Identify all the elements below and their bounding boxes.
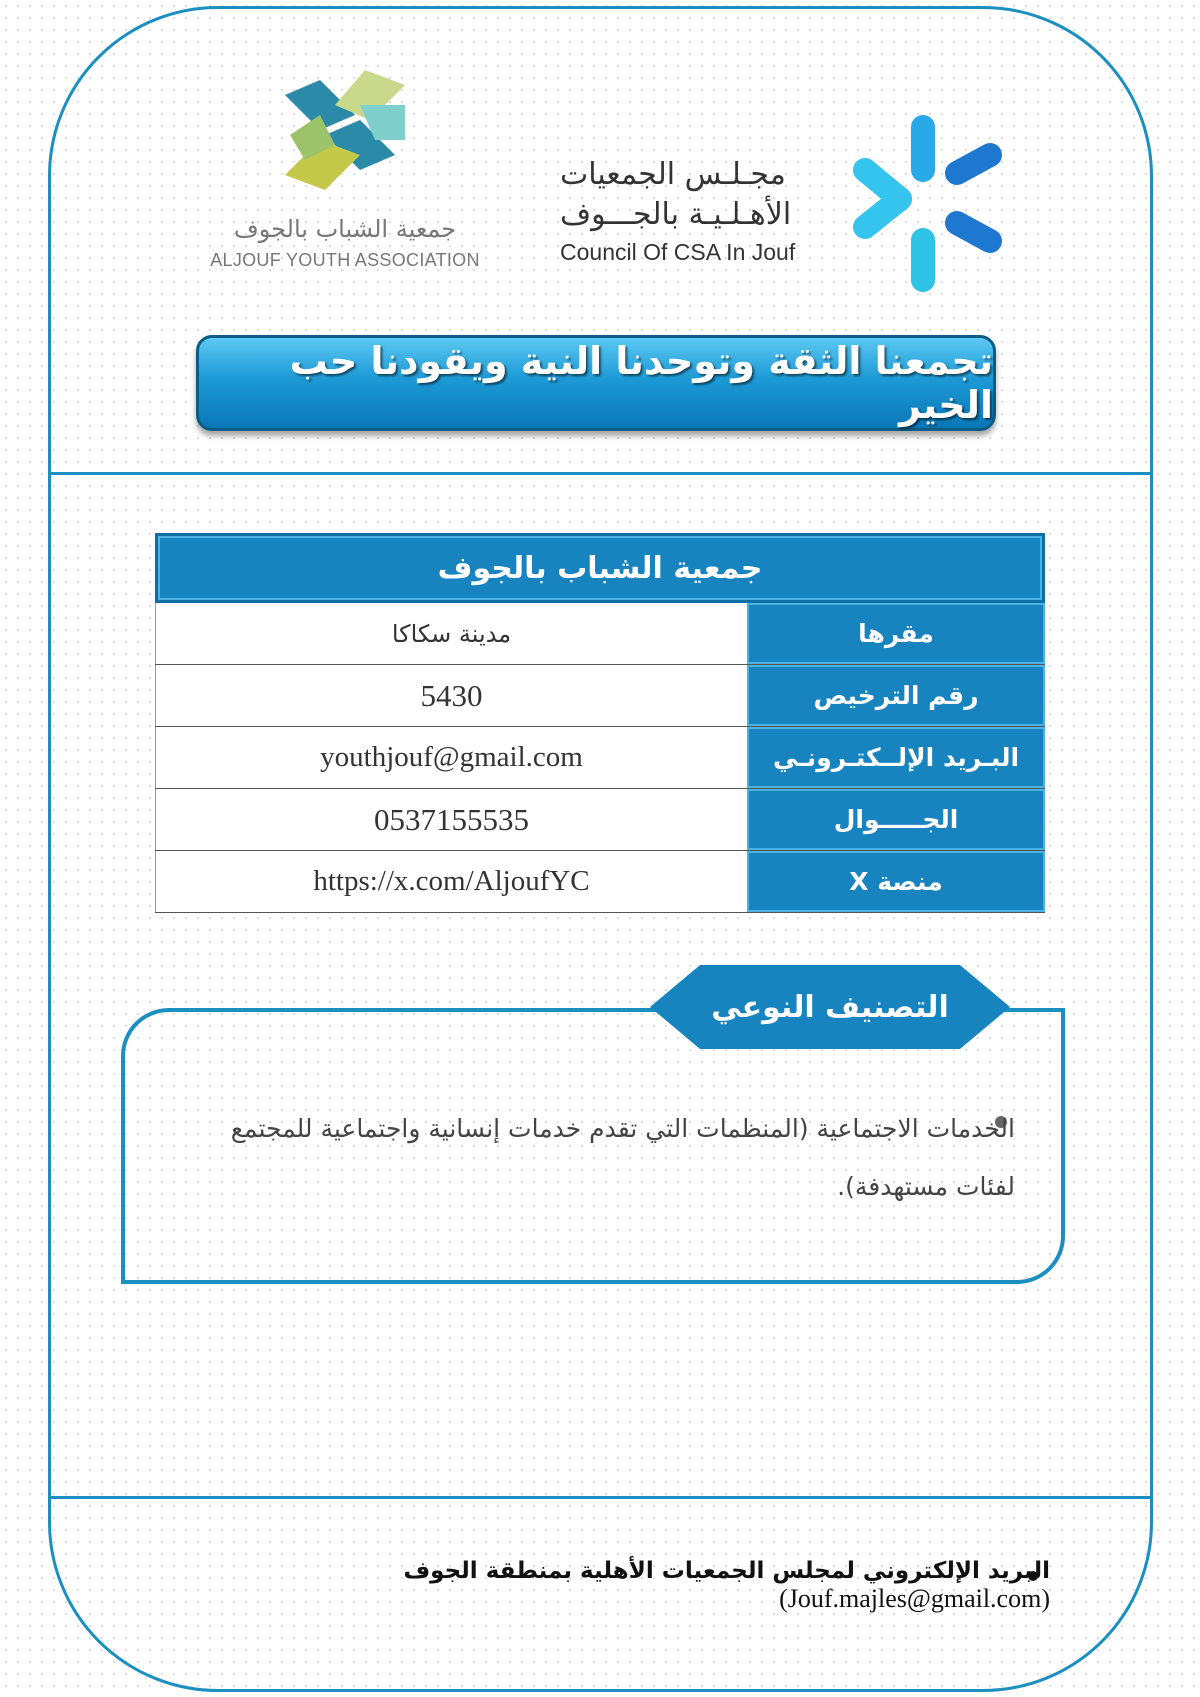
footer-divider [48,1496,1153,1499]
footer-contact [190,1558,1050,1614]
header-divider [48,472,1153,475]
email-value[interactable]: youthjouf@gmail.com [155,727,747,788]
headquarters-label: مقرها [747,603,1045,664]
table-row [155,789,1045,851]
table-row [155,727,1045,789]
x-platform-label: منصة X [747,851,1045,912]
table-row [155,665,1045,727]
organization-title: جمعية الشباب بالجوف [155,533,1045,603]
headquarters-value: مدينة سكاكا [155,603,747,664]
classification-item: الخدمات الاجتماعية (المنظمات التي تقدم خدمات إنسانية واجتماعية للمجتمع لفئات مستهدفة). [230,1114,1015,1201]
classification-title: التصنيف النوعي [711,989,949,1025]
table-row [155,603,1045,665]
email-label: البـريد الإلــكتـرونـي [747,727,1045,788]
council-star-icon [845,115,1015,295]
council-logo-line2: الأهـلـيـة بالجـــوف [560,197,792,232]
table-row [155,851,1045,913]
mobile-value[interactable]: 0537155535 [155,789,747,850]
license-number-value: 5430 [155,665,747,726]
council-logo-text [560,155,830,266]
x-platform-value[interactable]: https://x.com/AljoufYC [155,851,747,912]
footer-email[interactable]: (Jouf.majles@gmail.com) [779,1584,1050,1613]
footer-label: البريد الإلكتروني لمجلس الجمعيات الأهلية بمنطقة الجوف [403,1558,1050,1584]
council-logo [560,115,1030,305]
organization-info-table [155,533,1045,913]
youth-logo-arabic: جمعية الشباب بالجوف [233,215,457,243]
slogan-banner: تجمعنا الثقة وتوحدنا النية ويقودنا حب الخير [196,335,996,431]
youth-association-logo [210,60,480,275]
youth-weave-icon [265,60,425,200]
youth-logo-english: ALJOUF YOUTH ASSOCIATION [210,250,480,270]
mobile-label: الجـــــوال [747,789,1045,850]
council-logo-line1: مجـلـس الجمعيات [560,157,786,192]
council-logo-english: Council Of CSA In Jouf [560,239,796,265]
license-number-label: رقم الترخيص [747,665,1045,726]
